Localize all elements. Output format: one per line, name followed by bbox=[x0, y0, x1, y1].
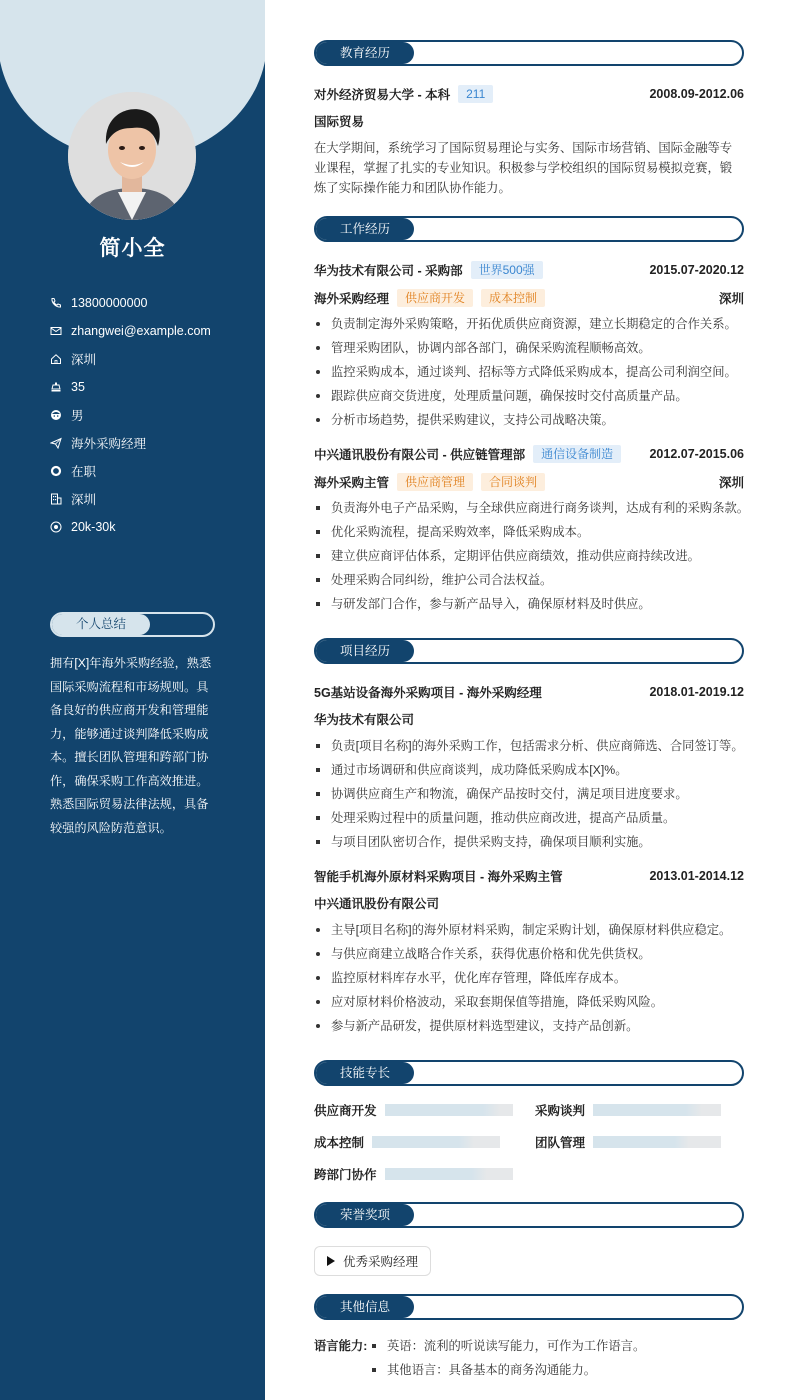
language-list bbox=[370, 1334, 645, 1382]
education-section bbox=[314, 40, 744, 198]
school-tag: 211 bbox=[458, 85, 493, 103]
list-item: 负责[项目名称]的海外采购工作，包括需求分析、供应商筛选、合同签订等。 bbox=[314, 734, 744, 758]
list-item: 与供应商建立战略合作关系，获得优惠价格和优先供货权。 bbox=[314, 942, 744, 966]
work-date: 2012.07-2015.06 bbox=[649, 447, 744, 461]
contact-status: 在职 bbox=[50, 457, 211, 485]
skill-item: 采购谈判 bbox=[535, 1100, 744, 1120]
work-item bbox=[314, 256, 744, 432]
summary-section-header bbox=[50, 612, 215, 637]
skill-item: 跨部门协作 bbox=[314, 1164, 535, 1184]
contact-salary: 20k-30k bbox=[50, 513, 211, 541]
play-triangle-icon bbox=[327, 1256, 335, 1266]
list-item: 处理采购过程中的质量问题，推动供应商改进，提高产品质量。 bbox=[314, 806, 744, 830]
candidate-name: 简小全 bbox=[99, 237, 166, 260]
contact-work-city: 深圳 bbox=[50, 485, 211, 513]
list-item: 负责制定海外采购策略，开拓优质供应商资源，建立长期稳定的合作关系。 bbox=[314, 312, 744, 336]
skill-tag: 合同谈判 bbox=[481, 473, 545, 491]
list-item: 与项目团队密切合作，提供采购支持，确保项目顺利实施。 bbox=[314, 830, 744, 854]
skill-tag: 供应商管理 bbox=[397, 473, 473, 491]
list-item: 通过市场调研和供应商谈判，成功降低采购成本[X]%。 bbox=[314, 758, 744, 782]
section-title: 项目经历 bbox=[339, 644, 390, 658]
project-item bbox=[314, 862, 744, 1038]
avatar bbox=[68, 92, 196, 220]
building-icon bbox=[50, 493, 62, 505]
mail-icon bbox=[50, 325, 62, 337]
education-date: 2008.09-2012.06 bbox=[649, 87, 744, 101]
project-bullets bbox=[314, 734, 744, 854]
project-company: 华为技术有限公司 bbox=[314, 713, 415, 727]
section-title: 教育经历 bbox=[339, 46, 390, 60]
list-item: 管理采购团队，协调内部各部门，确保采购流程顺畅高效。 bbox=[314, 336, 744, 360]
projects-header bbox=[314, 638, 744, 664]
contact-list bbox=[50, 289, 211, 541]
education-description: 在大学期间，系统学习了国际贸易理论与实务、国际市场营销、国际金融等专业课程，掌握了扎实的专业知识。积极参与学校组织的国际贸易模拟竞赛，锻炼了实际操作能力和团队协作能力。 bbox=[314, 141, 733, 195]
list-item: 监控采购成本，通过谈判、招标等方式降低采购成本，提高公司利润空间。 bbox=[314, 360, 744, 384]
skill-tag: 供应商开发 bbox=[397, 289, 473, 307]
phone-icon bbox=[50, 297, 62, 309]
education-header bbox=[314, 40, 744, 66]
skill-item: 团队管理 bbox=[535, 1132, 744, 1152]
education-row bbox=[314, 80, 744, 108]
skill-item: 供应商开发 bbox=[314, 1100, 535, 1120]
section-title: 技能专长 bbox=[339, 1066, 390, 1080]
projects-section bbox=[314, 638, 744, 1038]
list-item: 负责海外电子产品采购，与全球供应商进行商务谈判，达成有利的采购条款。 bbox=[314, 496, 744, 520]
list-item: 建立供应商评估体系，定期评估供应商绩效，推动供应商持续改进。 bbox=[314, 544, 744, 568]
major: 国际贸易 bbox=[314, 115, 365, 129]
summary-title: 个人总结 bbox=[75, 617, 126, 631]
awards-header bbox=[314, 1202, 744, 1228]
company-tag: 世界500强 bbox=[471, 261, 543, 279]
skills-header bbox=[314, 1060, 744, 1086]
project-name: 5G基站设备海外采购项目 - 海外采购经理 bbox=[314, 686, 542, 700]
age-icon bbox=[50, 381, 62, 393]
skill-bar bbox=[385, 1104, 513, 1116]
sidebar bbox=[0, 0, 265, 1400]
salary-icon bbox=[50, 521, 62, 533]
list-item: 跟踪供应商交货进度，处理质量问题，确保按时交付高质量产品。 bbox=[314, 384, 744, 408]
company-tag: 通信设备制造 bbox=[533, 445, 621, 463]
company-name: 华为技术有限公司 - 采购部 bbox=[314, 264, 463, 278]
skill-item: 成本控制 bbox=[314, 1132, 535, 1152]
list-item: 分析市场趋势，提供采购建议，支持公司战略决策。 bbox=[314, 408, 744, 432]
contact-email: zhangwei@example.com bbox=[50, 317, 211, 345]
project-date: 2018.01-2019.12 bbox=[649, 685, 744, 699]
other-header bbox=[314, 1294, 744, 1320]
send-icon bbox=[50, 437, 62, 449]
list-item: 英语：流利的听说读写能力，可作为工作语言。 bbox=[370, 1334, 645, 1358]
list-item: 其他语言：具备基本的商务沟通能力。 bbox=[370, 1358, 645, 1382]
avatar-photo-icon bbox=[68, 92, 196, 220]
work-section bbox=[314, 216, 750, 616]
project-item bbox=[314, 678, 744, 854]
language-block bbox=[314, 1334, 744, 1382]
list-item: 处理采购合同纠纷，维护公司合法权益。 bbox=[314, 568, 744, 592]
skills-section bbox=[314, 1060, 744, 1184]
skill-bar bbox=[593, 1104, 721, 1116]
contact-location: 深圳 bbox=[50, 345, 211, 373]
school-name: 对外经济贸易大学 - 本科 bbox=[314, 88, 451, 102]
home-icon bbox=[50, 353, 62, 365]
list-item: 优化采购流程，提高采购效率，降低采购成本。 bbox=[314, 520, 744, 544]
section-title: 其他信息 bbox=[339, 1300, 390, 1314]
status-icon bbox=[50, 465, 62, 477]
other-section bbox=[314, 1294, 744, 1382]
award-item[interactable]: 优秀采购经理 bbox=[314, 1246, 431, 1276]
contact-age: 35 bbox=[50, 373, 211, 401]
list-item: 主导[项目名称]的海外原材料采购，制定采购计划，确保原材料供应稳定。 bbox=[314, 918, 744, 942]
list-item: 监控原材料库存水平，优化库存管理，降低库存成本。 bbox=[314, 966, 744, 990]
project-date: 2013.01-2014.12 bbox=[649, 869, 744, 883]
company-name: 中兴通讯股份有限公司 - 供应链管理部 bbox=[314, 448, 526, 462]
project-company: 中兴通讯股份有限公司 bbox=[314, 897, 440, 911]
skill-bar bbox=[593, 1136, 721, 1148]
list-item: 参与新产品研发，提供原材料选型建议，支持产品创新。 bbox=[314, 1014, 744, 1038]
language-label: 语言能力: bbox=[314, 1339, 368, 1353]
awards-section bbox=[314, 1202, 744, 1276]
main-content bbox=[314, 40, 750, 1382]
skill-bar bbox=[385, 1168, 513, 1180]
job-role: 海外采购主管 bbox=[314, 476, 390, 490]
skill-bar bbox=[372, 1136, 500, 1148]
section-title: 荣誉奖项 bbox=[339, 1208, 390, 1222]
work-bullets bbox=[314, 496, 750, 616]
work-header bbox=[314, 216, 744, 242]
work-city: 深圳 bbox=[718, 476, 744, 490]
project-bullets bbox=[314, 918, 744, 1038]
list-item: 协调供应商生产和物流，确保产品按时交付，满足项目进度要求。 bbox=[314, 782, 744, 806]
contact-position: 海外采购经理 bbox=[50, 429, 211, 457]
list-item: 应对原材料价格波动，采取套期保值等措施，降低采购风险。 bbox=[314, 990, 744, 1014]
project-name: 智能手机海外原材料采购项目 - 海外采购主管 bbox=[314, 870, 563, 884]
skill-tag: 成本控制 bbox=[481, 289, 545, 307]
summary-text: 拥有[X]年海外采购经验，熟悉国际采购流程和市场规则。具备良好的供应商开发和管理能力，能够通过谈判降低采购成本。擅长团队管理和跨部门协作，确保采购工作高效推进。熟悉国际贸易法律法规，具备较强的风险防范意识。 bbox=[50, 656, 212, 835]
contact-phone: 13800000000 bbox=[50, 289, 211, 317]
work-item bbox=[314, 440, 750, 616]
work-city: 深圳 bbox=[718, 292, 744, 306]
work-date: 2015.07-2020.12 bbox=[649, 263, 744, 277]
list-item: 与研发部门合作，参与新产品导入，确保原材料及时供应。 bbox=[314, 592, 744, 616]
contact-gender: 男 bbox=[50, 401, 211, 429]
gender-icon bbox=[50, 409, 62, 421]
job-role: 海外采购经理 bbox=[314, 292, 390, 306]
skills-grid bbox=[314, 1100, 744, 1184]
work-bullets bbox=[314, 312, 744, 432]
section-title: 工作经历 bbox=[339, 222, 390, 236]
